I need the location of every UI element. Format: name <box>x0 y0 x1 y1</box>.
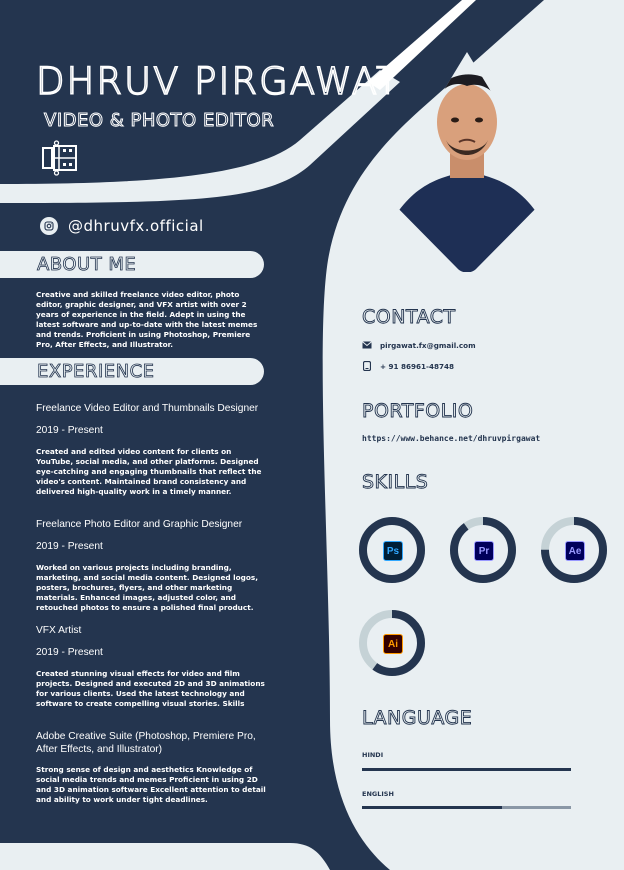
experience-description: Created and edited video content for clients on YouTube, social media, and other platforms. Designed eye-catching and engaging thumbnails that reflect the video's content. Maintained brand consistency and delivered high-quality work in a timely manner. <box>36 447 262 497</box>
instagram-handle: @dhruvfx.official <box>68 217 204 235</box>
film-editing-icon <box>42 140 78 176</box>
portfolio-heading: PORTFOLIO <box>362 400 474 422</box>
job-title: VIDEO & PHOTO EDITOR <box>44 110 275 131</box>
skill-ring <box>448 515 518 585</box>
experience-description: Worked on various projects including branding, marketing, and social media content. Designed logos, posters, brochures, flyers, and other marketing materials. Enhanced images, adjusted color, and retouched photos to ensure a polished final product. <box>36 563 259 613</box>
software-logo-icon: Ai <box>383 634 403 654</box>
software-logo-icon: Ps <box>383 541 403 561</box>
about-heading-pill <box>0 251 264 278</box>
experience-heading: EXPERIENCE <box>37 361 155 382</box>
skills-suite-description: Strong sense of design and aesthetics Knowledge of social media trends and memes Proficient in using 2D and 3D animation software Excellent attention to detail and ability to work under tight deadlines. <box>36 765 266 805</box>
mail-icon <box>362 340 372 350</box>
skill-ring <box>539 515 609 585</box>
language-heading: LANGUAGE <box>362 707 473 729</box>
profile-photo <box>382 42 552 272</box>
person-name: DHRUV PIRGAWAT <box>36 60 401 103</box>
instagram-icon <box>40 217 58 235</box>
language-label: ENGLISH <box>362 790 394 798</box>
experience-date: 2019 - Present <box>36 541 103 552</box>
experience-title: Freelance Photo Editor and Graphic Designer <box>36 519 243 530</box>
skills-heading: SKILLS <box>362 471 429 493</box>
language-bar <box>362 806 571 809</box>
language-bar-fill <box>362 768 571 771</box>
skills-suite-title: Adobe Creative Suite (Photoshop, Premiere Pro, After Effects, and Illustrator) <box>36 731 256 755</box>
experience-title: VFX Artist <box>36 625 82 636</box>
skill-ring <box>357 608 427 678</box>
about-heading: ABOUT ME <box>37 254 137 275</box>
experience-date: 2019 - Present <box>36 647 103 658</box>
experience-heading-pill <box>0 358 264 385</box>
contact-email[interactable] <box>362 340 476 350</box>
phone-text: + 91 86961-48748 <box>380 361 455 371</box>
language-bar-fill <box>362 806 502 809</box>
language-bar <box>362 768 571 771</box>
language-label: HINDI <box>362 751 384 759</box>
contact-heading: CONTACT <box>362 306 456 328</box>
software-logo-icon: Pr <box>474 541 494 561</box>
software-logo-icon: Ae <box>565 541 585 561</box>
email-text: pirgawat.fx@gmail.com <box>380 340 476 350</box>
experience-title: Freelance Video Editor and Thumbnails Designer <box>36 403 259 414</box>
phone-icon <box>362 361 372 371</box>
skill-ring <box>357 515 427 585</box>
experience-description: Created stunning visual effects for video and film projects. Designed and executed 2D and 3D animations for various clients. Used the latest technology and software to create compelling visual stories. Skills <box>36 669 265 709</box>
contact-phone[interactable] <box>362 361 454 371</box>
about-text: Creative and skilled freelance video editor, photo editor, graphic designer, and VFX artist with over 2 years of experience in the field. Adept in using the latest software and up-to-date with the latest memes and trends. Proficient in using Photoshop, Premiere Pro, After Effects, and Illustrator. <box>36 290 258 349</box>
experience-date: 2019 - Present <box>36 425 103 436</box>
portfolio-link[interactable]: https://www.behance.net/dhruvpirgawat <box>362 434 541 443</box>
social-handle[interactable] <box>40 217 204 235</box>
